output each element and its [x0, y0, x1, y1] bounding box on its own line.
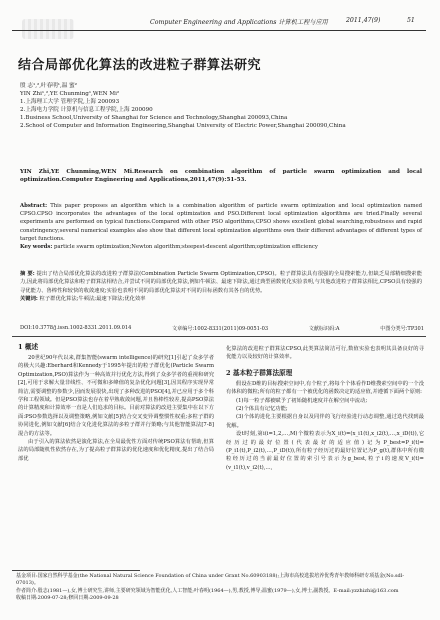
keywords-cn: 粒子群优化算法;牛顿法;最速下降法;优化效率: [39, 296, 146, 303]
section-2-paragraph: 假设在D维的目标搜索空间中,有个粒子,将每个个体看作D维搜索空间中的一个没有体积的微粒;所有的粒子都有一个被优化的函数决定的适应值,并遵循下面两个原则:: [226, 380, 424, 396]
watermark-stamp: [22, 19, 74, 39]
abstract-divider: [12, 336, 426, 337]
issue-date: 2011,47(9): [346, 17, 381, 24]
header-rule: [12, 30, 426, 31]
page-number: 51: [407, 17, 415, 24]
keywords-en: particle swarm optimization;Newton algorithm;steepest-descent algorithm;optimization efficiency: [54, 244, 318, 251]
right-column: [226, 345, 424, 472]
paper-title: 结合局部优化算法的改进粒子群算法研究: [18, 58, 262, 73]
section-2-rule-1: (1)每一粒子都被赋予了初始随机速度并在解空间中流动;: [236, 397, 368, 404]
section-2-heading: 2 基本粒子群算法原理: [226, 368, 293, 377]
keywords-label: Key words:: [20, 244, 53, 251]
affiliation-en-1: 1.Business School,University of Shanghai for Science and Technology,Shanghai 200093,China: [20, 115, 288, 121]
footnote-rule: [12, 570, 140, 571]
left-column: [18, 341, 214, 463]
section-1-heading: 1 概述: [18, 343, 39, 351]
document-code: 文献标识码:A: [308, 326, 340, 332]
clc-number: 中图分类号:TP301: [380, 326, 424, 332]
footnotes: [16, 573, 424, 603]
citation: YIN Zhi,YE Chunming,WEN Mi.Research on combination algorithm of particle swarm optimization and local optimization.Computer Engineering and Applications,2011,47(9):51-53.: [20, 169, 422, 183]
affiliation-cn-2: 2.上海电力学院 计算机与信息工程学院,上海 200090: [20, 107, 153, 113]
section-1-continued: 化算法的改进粒子群算法CPSO,此类算法简洁可行,数值实验也表明其具备良好的寻优能力以及较好的计算效率。: [226, 346, 424, 361]
affiliation-cn-1: 1.上海理工大学 管理学院,上海 200093: [20, 99, 120, 105]
abstract-cn-text: 提出了结合局部优化算法的改进粒子群算法(Combination Particle Swarm Optimization,CPSO)。粒子群算法具有很强的全局搜索能力,但缺乏局部精细搜索能力,因此将局部优化算法和粒子群算法相结合,并尝试不同的局部优化算法,例如牛顿法、最速下降法,通过典型函数优化实验表明,与其他改进粒子群算法相比,CPSO具有较强的寻优能力、鲁棒性和较快的收敛速度;实验也表明不同的局部优化算法对不同的目标函数有其各自的优势。: [20, 271, 423, 294]
author-block: [20, 82, 420, 130]
section-2-rule-2: (2)个体具有记忆功能;: [236, 406, 288, 413]
affiliation-en-2: 2.School of Computer and Information Engineering,Shanghai University of Electric Power,Shanghai 200090,China: [20, 123, 346, 129]
keywords-cn-label: 关键词:: [20, 296, 38, 303]
author-bio: 作者简介:殷志(1981—),女,博士研究生,讲师,主要研究领域为智能优化,人工智能;叶春明(1964—),男,教授,博导;温蜜(1979—),女,博士,副教授。E-mail:yzzhizhi@163.com: [16, 587, 399, 594]
doi: DOI:10.3778/j.issn.1002-8331.2011.09.014: [20, 325, 132, 331]
running-header: [0, 14, 440, 30]
section-1-paragraph-2: 由于引入的算法依然是演化算法,在全局最优性方面对传统PSO算法有帮助,但算法的局部随机性依然存在,为了提高粒子群算法的优化速度和优化精度,提出了结合局部优: [18, 439, 214, 462]
article-number: 文章编号:1002-8331(2011)09-0051-03: [172, 326, 269, 332]
received-dates: 收稿日期:2009-07-28;修回日期:2009-09-28: [16, 595, 119, 602]
abstract-label: Abstract:: [20, 203, 48, 209]
section-2-paragraph-2: 设t时刻,第i(i=1,2,…,M)个微粒表示为X_i(t)=(x_i1(t),x_i2(t),…,x_iD(t)),它经历过的最好位置(代表最好的适应值)记为P_best=P_i(t)=(P_i1(t),P_i2(t),…,P_iD(t)),所有粒子经历过的最好位置记为P_g(t),群体中所有微粒经历过的当前最好位置的索引号表示为g_best,粒子i的速度V_i(t)=(v_i1(t),v_i2(t),…,: [226, 431, 424, 471]
abstract-en: [20, 202, 422, 251]
authors-en: YIN Zhi¹,²,YE Chunming¹,WEN Mi²: [20, 91, 120, 97]
article-metadata: [20, 325, 424, 332]
funding-note: 基金项目:国家自然科学基金(the National Natural Science Foundation of China under Grant No.60903188);上海市高校选拔培养优秀青年教师科研专项基金(No.sdl-07013)。: [16, 573, 405, 587]
section-2-rule-3: (3)个体的进化主要根据自身以及同伴的飞行经验进行动态调整,通过迭代找到最优解。: [226, 414, 424, 429]
section-1-paragraph: 20世纪90年代以来,群集智能(swarm intelligence)的研究[1]引起了众多学者的极大兴趣:Eberhard和Kennedy于1995年提出的粒子群优化(Particle Swarm Optimization,PSO)算法作为一种高效并行优化方法,得到了众多学者的重视和研究[2],可用于求解大量非线性、不可微和多峰值的复杂优化问题[3],因其程序实现异常简洁,需要调整的参数少,因而发展很快,出现了多种改进的PSO[4],并已应用于多个科学和工程领域。但是PSO算法也存在着早熟收敛问题,并且鲁棒性较差,提高PSO算法的计算精度和计算效率一直是人们追求的目标。目前对算法的改进主要集中在以下方面:PSO参数选择以及调整策略,例如文献[5]结合交叉变异调整惯性权重;多粒子群的协同进化,例如文献[6]结合文化进化算法的多粒子群并行策略;与其他智能算法[7-8]混合的方法等。: [18, 355, 214, 437]
journal-title: Computer Engineering and Applications 计算机工程与应用: [150, 19, 328, 26]
abstract-en-text: This paper proposes an algorithm which is a combination algorithm of particle swarm optimization and local optimization named CPSO.CPSO incorporates the advantages of the local optimization and PSO.Different local optimization algorithms are tried.Finally several experiments are performed on typical functions.Compared with other PSO algorithms,CPSO shows excellent global searching,robustness and rapid constringency;several numerical examples also show that different local optimization algorithms own their different advantages of different types of target functions.: [20, 203, 422, 242]
abstract-cn: [20, 270, 422, 304]
authors-cn: 殷 志¹,²,叶春明¹,温 蜜²: [20, 83, 78, 89]
abstract-cn-label: 摘 要:: [20, 271, 35, 277]
